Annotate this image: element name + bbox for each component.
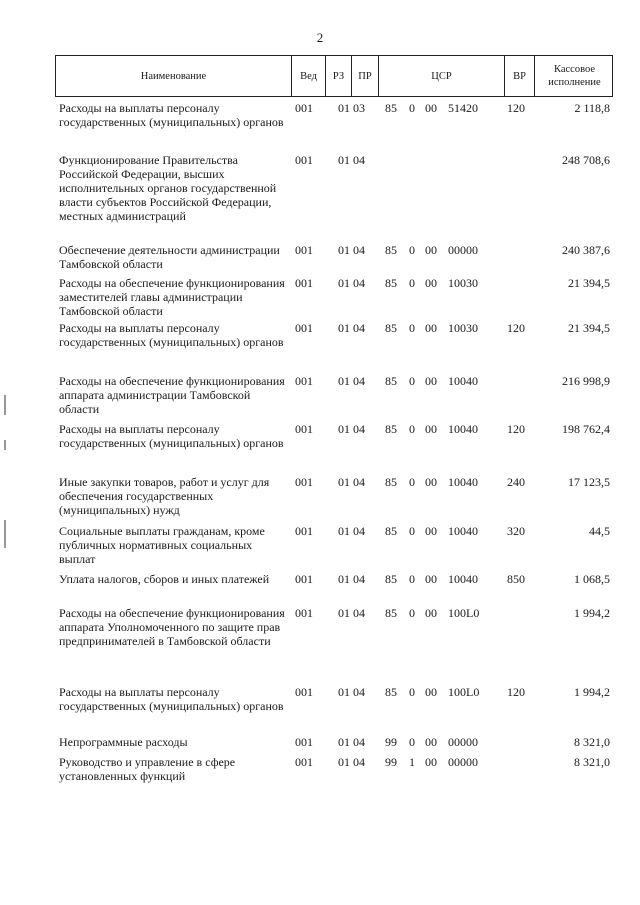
- ved-cell: 001: [295, 606, 313, 620]
- csr-direction-cell: 100L0: [448, 685, 480, 699]
- csr-subprogram-cell: 0: [409, 606, 415, 620]
- pr-cell: 04: [353, 606, 365, 620]
- csr-direction-cell: 100L0: [448, 606, 480, 620]
- csr-main-event-cell: 00: [425, 735, 437, 749]
- pr-cell: 04: [353, 243, 365, 257]
- csr-program-cell: 85: [385, 374, 397, 388]
- csr-main-event-cell: 00: [425, 685, 437, 699]
- vr-cell: 120: [507, 422, 525, 436]
- amount-cell: 17 123,5: [568, 475, 610, 489]
- row-name: Расходы на обеспечение функционирования заместителей главы администрации Тамбовской области: [59, 276, 285, 318]
- table-header: [55, 55, 613, 97]
- rz-cell: 01: [338, 685, 350, 699]
- header-csr: ЦСР: [378, 56, 504, 96]
- row-name: Расходы на выплаты персоналу государственных (муниципальных) органов: [59, 101, 284, 129]
- rz-cell: 01: [338, 524, 350, 538]
- rz-cell: 01: [338, 321, 350, 335]
- csr-main-event-cell: 00: [425, 422, 437, 436]
- vr-cell: 240: [507, 475, 525, 489]
- ved-cell: 001: [295, 276, 313, 290]
- pr-cell: 03: [353, 101, 365, 115]
- csr-subprogram-cell: 0: [409, 685, 415, 699]
- csr-program-cell: 85: [385, 422, 397, 436]
- scan-edge-mark: [4, 520, 6, 548]
- header-pr: ПР: [351, 56, 378, 96]
- csr-program-cell: 85: [385, 606, 397, 620]
- pr-cell: 04: [353, 374, 365, 388]
- pr-cell: 04: [353, 276, 365, 290]
- row-name: Социальные выплаты гражданам, кроме публичных нормативных социальных выплат: [59, 524, 265, 566]
- ved-cell: 001: [295, 243, 313, 257]
- row-name: Расходы на обеспечение функционирования аппарата Уполномоченного по защите прав предпринимателей в Тамбовской области: [59, 606, 285, 648]
- csr-main-event-cell: 00: [425, 101, 437, 115]
- ved-cell: 001: [295, 321, 313, 335]
- csr-direction-cell: 10040: [448, 374, 478, 388]
- amount-cell: 1 994,2: [574, 606, 610, 620]
- csr-program-cell: 85: [385, 243, 397, 257]
- amount-cell: 2 118,8: [574, 101, 610, 115]
- vr-cell: 320: [507, 524, 525, 538]
- rz-cell: 01: [338, 475, 350, 489]
- rz-cell: 01: [338, 422, 350, 436]
- rz-cell: 01: [338, 374, 350, 388]
- csr-program-cell: 85: [385, 475, 397, 489]
- pr-cell: 04: [353, 735, 365, 749]
- ved-cell: 001: [295, 735, 313, 749]
- row-name: Непрограммные расходы: [59, 735, 188, 749]
- csr-subprogram-cell: 0: [409, 572, 415, 586]
- row-name: Обеспечение деятельности администрации Тамбовской области: [59, 243, 280, 271]
- csr-subprogram-cell: 0: [409, 101, 415, 115]
- ved-cell: 001: [295, 524, 313, 538]
- pr-cell: 04: [353, 572, 365, 586]
- pr-cell: 04: [353, 524, 365, 538]
- csr-main-event-cell: 00: [425, 572, 437, 586]
- csr-subprogram-cell: 0: [409, 475, 415, 489]
- budget-table: [55, 55, 613, 783]
- header-rz: РЗ: [325, 56, 351, 96]
- csr-main-event-cell: 00: [425, 606, 437, 620]
- scan-edge-mark: [4, 395, 6, 415]
- ved-cell: 001: [295, 755, 313, 769]
- ved-cell: 001: [295, 685, 313, 699]
- vr-cell: 120: [507, 101, 525, 115]
- row-name: Расходы на выплаты персоналу государственных (муниципальных) органов: [59, 685, 284, 713]
- header-name: Наименование: [140, 70, 207, 82]
- rz-cell: 01: [338, 153, 350, 167]
- csr-program-cell: 85: [385, 685, 397, 699]
- csr-program-cell: 85: [385, 321, 397, 335]
- amount-cell: 21 394,5: [568, 276, 610, 290]
- ved-cell: 001: [295, 572, 313, 586]
- rz-cell: 01: [338, 735, 350, 749]
- header-vr: ВР: [504, 56, 534, 96]
- amount-cell: 8 321,0: [574, 735, 610, 749]
- csr-subprogram-cell: 0: [409, 321, 415, 335]
- amount-cell: 21 394,5: [568, 321, 610, 335]
- csr-main-event-cell: 00: [425, 524, 437, 538]
- csr-direction-cell: 00000: [448, 243, 478, 257]
- csr-subprogram-cell: 0: [409, 374, 415, 388]
- ved-cell: 001: [295, 101, 313, 115]
- csr-direction-cell: 00000: [448, 735, 478, 749]
- csr-subprogram-cell: 0: [409, 524, 415, 538]
- csr-subprogram-cell: 0: [409, 422, 415, 436]
- csr-direction-cell: 10040: [448, 475, 478, 489]
- amount-cell: 216 998,9: [562, 374, 610, 388]
- row-name: Уплата налогов, сборов и иных платежей: [59, 572, 270, 586]
- ved-cell: 001: [295, 422, 313, 436]
- csr-direction-cell: 51420: [448, 101, 478, 115]
- csr-program-cell: 85: [385, 276, 397, 290]
- csr-direction-cell: 10040: [448, 422, 478, 436]
- csr-direction-cell: 10030: [448, 276, 478, 290]
- row-name: Руководство и управление в сфере установленных функций: [59, 755, 236, 783]
- vr-cell: 850: [507, 572, 525, 586]
- csr-main-event-cell: 00: [425, 374, 437, 388]
- csr-main-event-cell: 00: [425, 321, 437, 335]
- csr-program-cell: 85: [385, 524, 397, 538]
- csr-main-event-cell: 00: [425, 276, 437, 290]
- csr-subprogram-cell: 0: [409, 243, 415, 257]
- row-name: Расходы на обеспечение функционирования аппарата администрации Тамбовской области: [59, 374, 285, 416]
- ved-cell: 001: [295, 475, 313, 489]
- pr-cell: 04: [353, 755, 365, 769]
- csr-main-event-cell: 00: [425, 243, 437, 257]
- amount-cell: 248 708,6: [562, 153, 610, 167]
- pr-cell: 04: [353, 153, 365, 167]
- csr-subprogram-cell: 0: [409, 276, 415, 290]
- row-name: Расходы на выплаты персоналу государственных (муниципальных) органов: [59, 422, 284, 450]
- rz-cell: 01: [338, 243, 350, 257]
- csr-program-cell: 85: [385, 101, 397, 115]
- pr-cell: 04: [353, 475, 365, 489]
- vr-cell: 120: [507, 685, 525, 699]
- csr-direction-cell: 00000: [448, 755, 478, 769]
- row-name: Функционирование Правительства Российской Федерации, высших исполнительных органов государственной власти субъектов Российской Федерации, местных администраций: [59, 153, 277, 223]
- csr-program-cell: 99: [385, 735, 397, 749]
- amount-cell: 240 387,6: [562, 243, 610, 257]
- header-amount: Кассовое исполнение: [534, 56, 614, 96]
- page-number: 2: [316, 30, 324, 45]
- csr-direction-cell: 10040: [448, 524, 478, 538]
- row-name: Расходы на выплаты персоналу государственных (муниципальных) органов: [59, 321, 284, 349]
- amount-cell: 198 762,4: [562, 422, 610, 436]
- csr-main-event-cell: 00: [425, 475, 437, 489]
- csr-program-cell: 85: [385, 572, 397, 586]
- amount-cell: 1 068,5: [574, 572, 610, 586]
- pr-cell: 04: [353, 685, 365, 699]
- scan-edge-mark: [4, 440, 6, 450]
- pr-cell: 04: [353, 422, 365, 436]
- ved-cell: 001: [295, 153, 313, 167]
- rz-cell: 01: [338, 572, 350, 586]
- csr-subprogram-cell: 1: [409, 755, 415, 769]
- amount-cell: 44,5: [589, 524, 610, 538]
- csr-program-cell: 99: [385, 755, 397, 769]
- csr-main-event-cell: 00: [425, 755, 437, 769]
- row-name: Иные закупки товаров, работ и услуг для обеспечения государственных (муниципальных) нужд: [59, 475, 270, 517]
- header-ved: Вед: [291, 56, 325, 96]
- rz-cell: 01: [338, 606, 350, 620]
- rz-cell: 01: [338, 101, 350, 115]
- rz-cell: 01: [338, 276, 350, 290]
- amount-cell: 8 321,0: [574, 755, 610, 769]
- csr-subprogram-cell: 0: [409, 735, 415, 749]
- amount-cell: 1 994,2: [574, 685, 610, 699]
- csr-direction-cell: 10040: [448, 572, 478, 586]
- csr-direction-cell: 10030: [448, 321, 478, 335]
- pr-cell: 04: [353, 321, 365, 335]
- rz-cell: 01: [338, 755, 350, 769]
- vr-cell: 120: [507, 321, 525, 335]
- ved-cell: 001: [295, 374, 313, 388]
